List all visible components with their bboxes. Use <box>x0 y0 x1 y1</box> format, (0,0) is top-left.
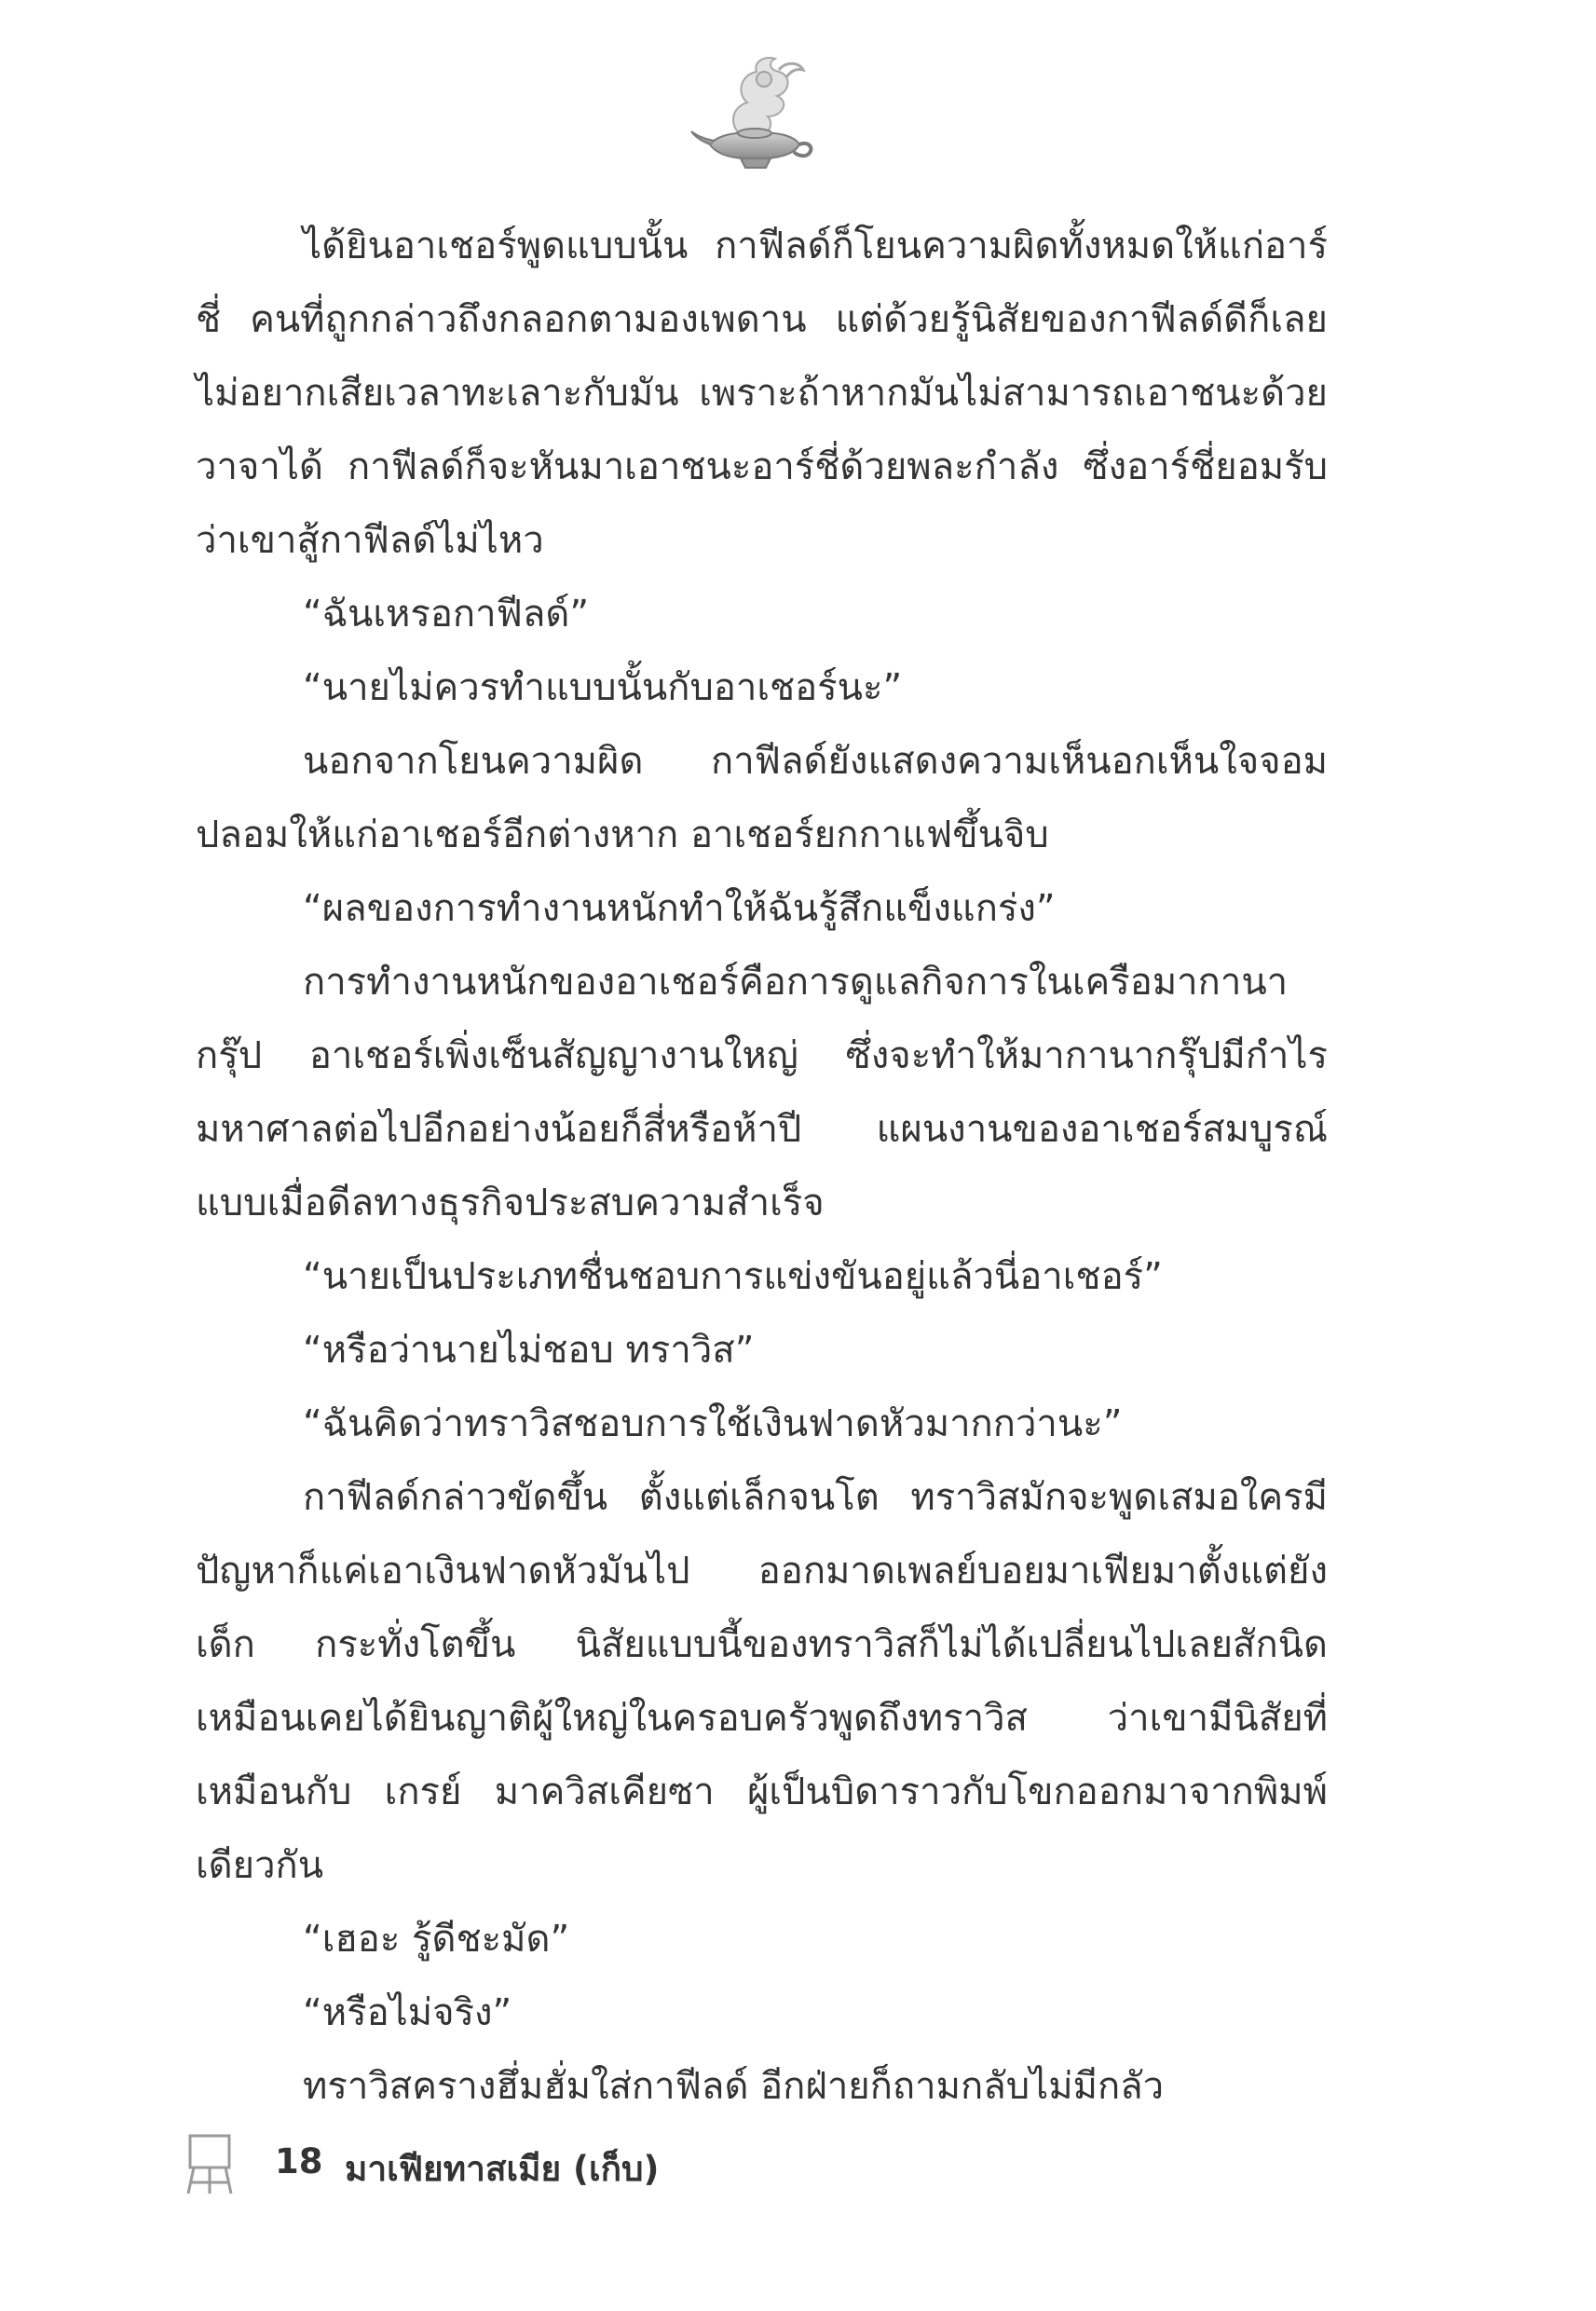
dialogue-line-4: “นายเป็นประเภทชื่นชอบการแข่งขันอยู่แล้วนี่อาเชอร์” <box>303 1255 1163 1298</box>
paragraph-1: ได้ยินอาเชอร์พูดแบบนั้น กาฟีลด์ก็โยนความผิดทั้งหมดให้แก่อาร์ชี่ คนที่ถูกกล่าวถึงกลอกตามองเพดาน แต่ด้วยรู้นิสัยของกาฟีลด์ดีก็เลยไม่อยากเสียเวลาทะเลาะกับมัน เพราะถ้าหากมันไม่สามารถเอาชนะด้วยวาจาได้ กาฟีลด์ก็จะหันมาเอาชนะอาร์ชี่ด้วยพละกำลัง ซึ่งอาร์ชี่ยอมรับว่าเขาสู้กาฟีลด์ไม่ไหว <box>196 225 1328 562</box>
paragraph-4: กาฟีลด์กล่าวขัดขึ้น ตั้งแต่เล็กจนโต ทราวิสมักจะพูดเสมอใครมีปัญหาก็แค่เอาเงินฟาดหัวมันไป ออกมาดเพลย์บอยมาเฟียมาตั้งแต่ยังเด็ก กระทั่งโตขึ้น นิสัยแบบนี้ของทราวิสก็ไม่ได้เปลี่ยนไปเลยสักนิด เหมือนเคยได้ยินญาติผู้ใหญ่ในครอบครัวพูดถึงทราวิส ว่าเขามีนิสัยที่เหมือนกับ เกรย์ มาควิสเคียซา ผู้เป็นบิดาราวกับโขกออกมาจากพิมพ์เดียวกัน <box>196 1476 1328 1887</box>
dialogue-line-3: “ผลของการทำงานหนักทำให้ฉันรู้สึกแข็งแกร่ง” <box>303 887 1056 930</box>
dialogue-line-5: “หรือว่านายไม่ชอบ ทราวิส” <box>303 1329 755 1372</box>
genie-lamp-icon <box>689 51 820 172</box>
dialogue-line-8: “หรือไม่จริง” <box>303 1991 512 2034</box>
page-number: 18 <box>275 2141 323 2181</box>
dialogue-line-6: “ฉันคิดว่าทราวิสชอบการใช้เงินฟาดหัวมากกว่านะ” <box>303 1402 1123 1445</box>
page-footer <box>186 2132 932 2197</box>
paragraph-2: นอกจากโยนความผิด กาฟีลด์ยังแสดงความเห็นอกเห็นใจจอมปลอมให้แก่อาเชอร์อีกต่างหาก อาเชอร์ยกกาแฟขึ้นจิบ <box>196 740 1328 856</box>
paragraph-3: การทำงานหนักของอาเชอร์คือการดูแลกิจการในเครือมากานากรุ๊ป อาเชอร์เพิ่งเซ็นสัญญางานใหญ่ ซึ่งจะทำให้มากานากรุ๊ปมีกำไรมหาศาลต่อไปอีกอย่างน้อยก็สี่หรือห้าปี แผนงานของอาเชอร์สมบูรณ์แบบเมื่อดีลทางธุรกิจประสบความสำเร็จ <box>196 961 1328 1224</box>
dialogue-line-2: “นายไม่ควรทำแบบนั้นกับอาเชอร์นะ” <box>303 666 903 709</box>
dialogue-line-1: “ฉันเหรอกาฟีลด์” <box>303 593 590 636</box>
paragraph-5: ทราวิสครางฮึ่มฮั่มใส่กาฟีลด์ อีกฝ่ายก็ถามกลับไม่มีกลัว <box>303 2065 1165 2108</box>
book-title: มาเฟียทาสเมีย (เก็บ) <box>345 2149 660 2189</box>
body-text <box>196 210 1328 2124</box>
dialogue-line-7: “เฮอะ รู้ดีชะมัด” <box>303 1918 570 1961</box>
easel-icon <box>186 2132 233 2195</box>
